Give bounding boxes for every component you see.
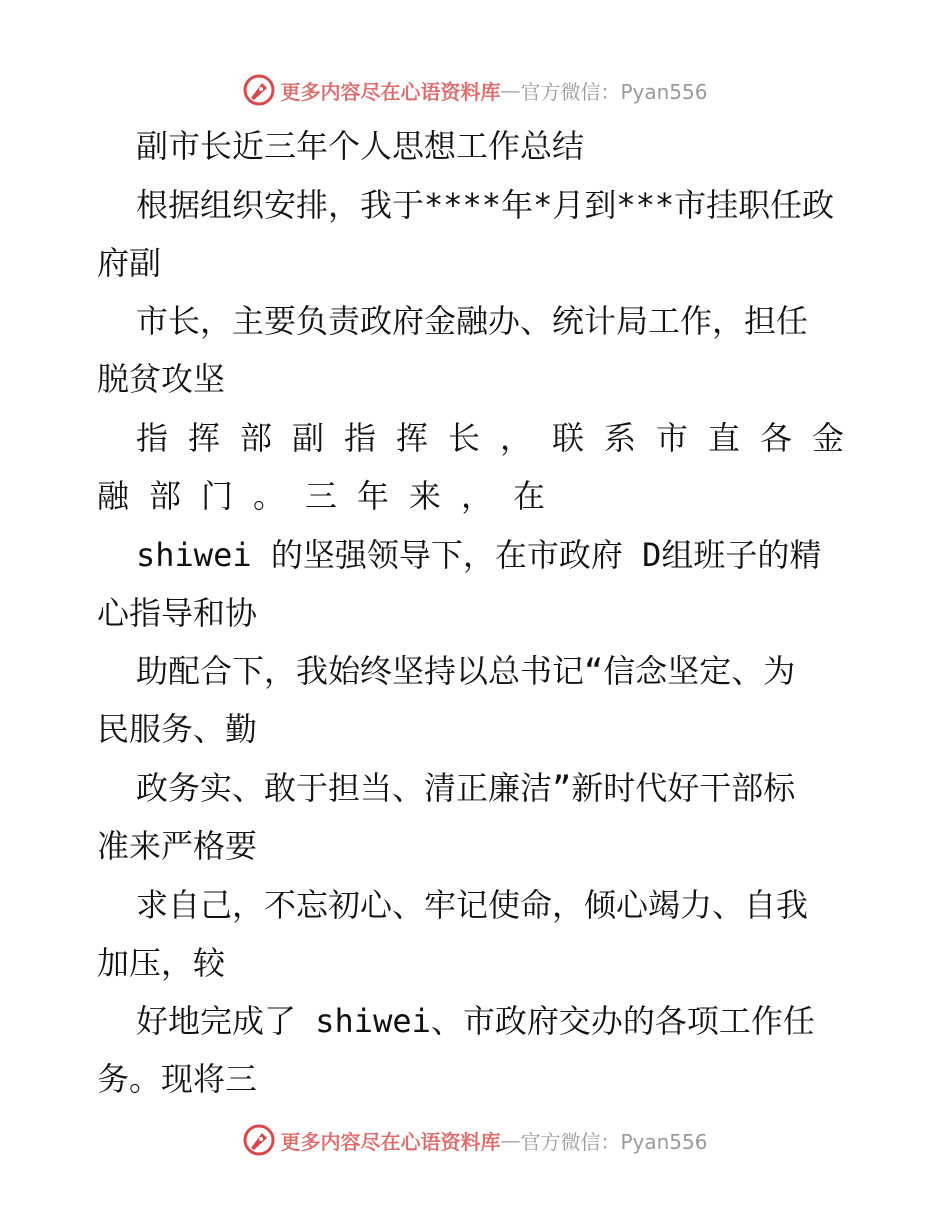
pen-nib-circle-icon: [242, 1123, 276, 1157]
watermark-separator: —: [500, 78, 521, 102]
watermark-text: 更多内容尽在心语资料库: [280, 1129, 501, 1154]
body-line: 融部门。三年来，在: [97, 477, 566, 515]
body-line: 民服务、勤: [97, 710, 258, 748]
body-line: 市长，主要负责政府金融办、统计局工作，担任: [136, 302, 809, 340]
body-line: 根据组织安排，我于****年*月到***市挂职任政: [136, 186, 835, 224]
body-line: 脱贫攻坚: [97, 360, 226, 398]
watermark-text: 更多内容尽在心语资料库: [280, 79, 501, 104]
body-line: 府副: [97, 244, 162, 282]
body-line: 务。现将三: [97, 1060, 258, 1098]
body-line: 加压，较: [97, 944, 226, 982]
footer-watermark: [0, 1120, 950, 1160]
body-line: 好地完成了 shiwei、市政府交办的各项工作任: [136, 1002, 815, 1040]
body-line: 助配合下，我始终坚持以总书记“信念坚定、为: [136, 652, 796, 690]
body-line: 政务实、敢于担当、清正廉洁”新时代好干部标: [136, 769, 796, 807]
watermark-contact: 官方微信：Pyan556: [520, 79, 708, 104]
watermark-separator: —: [500, 1128, 521, 1152]
body-line: 求自己，不忘初心、牢记使命，倾心竭力、自我: [136, 886, 809, 924]
pen-nib-circle-icon: [242, 73, 276, 107]
body-line: 准来严格要: [97, 827, 258, 865]
body-line: 指挥部副指挥长，联系市直各金: [136, 419, 865, 457]
header-watermark: [0, 70, 950, 110]
document-title: 副市长近三年个人思想工作总结: [136, 127, 585, 165]
body-line: 心指导和协: [97, 594, 258, 632]
watermark-contact: 官方微信：Pyan556: [520, 1129, 708, 1154]
body-line: shiwei 的坚强领导下，在市政府 D组班子的精: [136, 536, 822, 574]
